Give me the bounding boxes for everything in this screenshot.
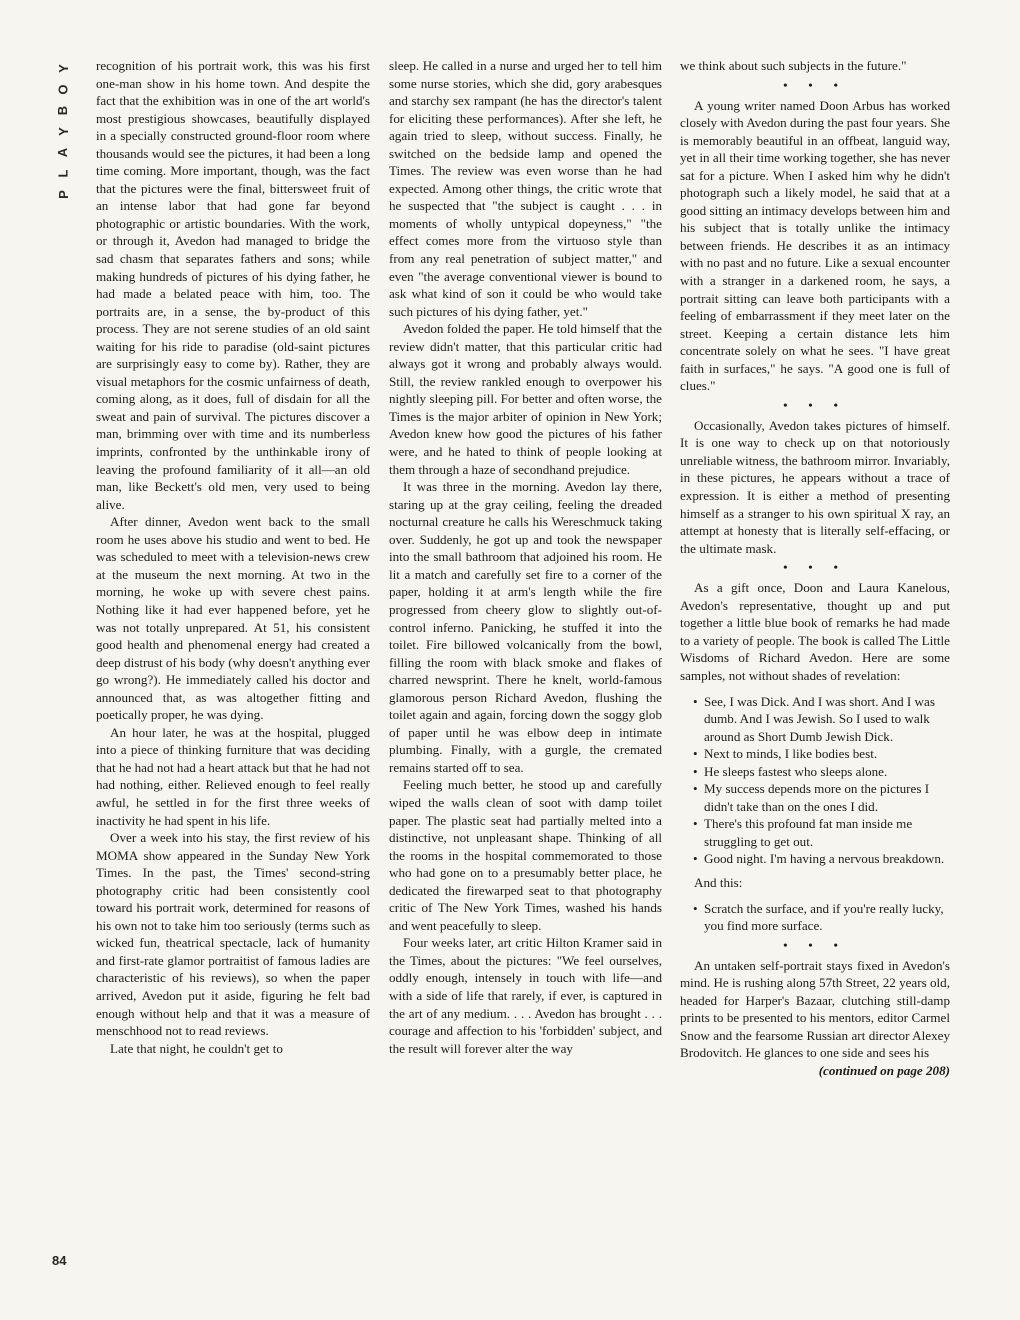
continued-note: (continued on page 208) bbox=[818, 1062, 950, 1078]
article-column-2 bbox=[389, 57, 662, 1057]
paragraph: sleep. He called in a nurse and urged her to tell him some nurse stories, which she did, gory arabesques and starchy sex rampant (he has the director's talent for eliciting these performances). After she left, he again tried to sleep, without success. Finally, he switched on the bedside lamp and opened the Times. The review was even worse than he had expected. Among other things, the critic wrote that he suspected that "the subject is caught . . . in moments of wholly untypical dopeyness," "the effect comes more from the virtuoso style than from any real penetration of subject matter," and even "the average conventional viewer is bound to ask what kind of son it could be who would take such pictures of his dying father, yet." bbox=[389, 58, 662, 319]
list-item: • He sleeps fastest who sleeps alone. bbox=[704, 763, 950, 781]
list-item: • My success depends more on the pictures I didn't take than on the ones I did. bbox=[704, 780, 950, 815]
magazine-name-vertical bbox=[54, 58, 72, 205]
paragraph: As a gift once, Doon and Laura Kanelous, Avedon's representative, thought up and put together a little blue book of remarks he had made to a variety of people. The book is called The Little Wisdoms of Richard Avedon. Here are some samples, not without shades of revelation: bbox=[680, 580, 950, 683]
paragraph: Four weeks later, art critic Hilton Kramer said in the Times, about the pictures: "We feel ourselves, oddly enough, intensely in touch with life—and with a side of life that rarely, if ever, is captured in the art of any medium. . . . Avedon has brought . . . courage and affection to his 'forbidden' subject, and the result will forever alter the way bbox=[389, 935, 662, 1056]
paragraph: Avedon folded the paper. He told himself that the review didn't matter, that this particular critic had always got it wrong and probably always would. Still, the review rankled enough to overpower his nightly sleeping pill. For better and often worse, the Times is the major arbiter of opinion in New York; Avedon knew how good the pictures of his father were, and he hated to think of people looking at them through a haze of secondhand prejudice. bbox=[389, 321, 662, 477]
article-column-3 bbox=[680, 57, 950, 1079]
paragraph: It was three in the morning. Avedon lay there, staring up at the gray ceiling, feeling the dreaded nocturnal creature he calls his Wereschmuck taking over. Suddenly, he got up and took the newspaper into the small bathroom that adjoined his room. He lit a match and carefully set fire to a corner of the paper, holding it at arm's length while the fire progressed from cheery glow to slightly out-of-control inferno. Panicking, he stuffed it into the toilet. Fire billowed volcanically from the bowl, filling the room with black smoke and flakes of charred newsprint. There he knelt, world-famous glamorous person Richard Avedon, flushing the toilet again and again, forcing down the soggy glob of paper until he was elbow deep in intimate plumbing. Finally, with a gurgle, the cremated remains started off to sea. bbox=[389, 479, 662, 775]
paragraph: After dinner, Avedon went back to the small room he uses above his studio and went to bed. He was scheduled to meet with a television-news crew at the museum the next morning. At two in the morning, he woke up with severe chest pains. Nothing like it had ever happened before, yet he was not totally unprepared. At 51, his consistent good health and phenomenal energy had created a deep distrust of his body (why doesn't anything ever go wrong?). He immediately called his doctor and announced that, as was altogether fitting and poetically proper, he was dying. bbox=[96, 514, 370, 723]
paragraph: An hour later, he was at the hospital, plugged into a piece of thinking furniture that was deciding that he had not had a heart attack but that he had not had nothing, either. Relieved enough to feel really awful, he settled in for the first three weeks of inactivity he had spent in his life. bbox=[96, 724, 370, 828]
list-item: • See, I was Dick. And I was short. And I was dumb. And I was Jewish. So I used to walk around as Short Dumb Jewish Dick. bbox=[704, 693, 950, 746]
list-item: • Scratch the surface, and if you're really lucky, you find more surface. bbox=[704, 900, 950, 935]
section-break: • • • bbox=[783, 77, 847, 92]
paragraph: Occasionally, Avedon takes pictures of himself. It is one way to check up on that notoriously unreliable witness, the bathroom mirror. Invariably, in these pictures, he appears without a trace of expression. It is either a method of presenting himself as a stranger to his own spiritual X ray, an attempt at honesty that is literally self-effacing, or the ultimate mask. bbox=[680, 417, 950, 556]
quote-list bbox=[680, 693, 950, 868]
paragraph: we think about such subjects in the future." bbox=[680, 58, 907, 73]
list-item: • Next to minds, I like bodies best. bbox=[704, 745, 950, 763]
article-column-1 bbox=[96, 57, 370, 1057]
brand-letter: P bbox=[55, 190, 71, 199]
paragraph: recognition of his portrait work, this was his first one-man show in his home town. And despite the fact that the exhibition was in one of the art world's most prestigious showcases, beautifully displayed in a specially constructed ground-floor room where thousands would see the pictures, it had been a long time coming. More important, though, was the fact that the pictures were the final, bittersweet fruit of an intense labor that had gone far beyond photographic or artistic boundaries. With the work, or through it, Avedon had managed to bridge the sad chasm that separates fathers and sons; while making hundreds of pictures of his dying father, he had made a belated peace with him, too. The portraits are, in a sense, the by-product of this process. They are not serene studies of an old saint waiting for his ride to paradise (old-saint pictures are surprisingly easy to come by). Rather, they are visual metaphors for the cosmic unfairness of death, coming along, as it does, full of disdain for all the sweat and pain of survival. The pictures discover a man, brimming over with time and its numberless imprints, confronted by the unthinkable irony of leaving the profound familiarity of it all—an old man, like Beckett's old men, very used to being alive. bbox=[96, 58, 370, 512]
brand-letter: L bbox=[55, 169, 71, 178]
list-item: • There's this profound fat man inside me struggling to get out. bbox=[704, 815, 950, 850]
brand-letter: A bbox=[55, 147, 71, 158]
list-intro: And this: bbox=[694, 874, 743, 890]
paragraph: Late that night, he couldn't get to bbox=[110, 1040, 283, 1056]
paragraph: Feeling much better, he stood up and carefully wiped the walls clean of soot with damp toilet paper. The plastic seat had partially melted into a distinctive, not unpleasant shape. Thinking of all the rooms in the hospital commemorated to those who had gone on to a presumably better place, he dedicated the firewarped seat to that photography critic of The New York Times, washed his hands and went peacefully to sleep. bbox=[389, 777, 662, 933]
paragraph: An untaken self-portrait stays fixed in Avedon's mind. He is rushing along 57th Street, 22 years old, headed for Harper's Bazaar, clutching still-damp prints to be presented to his mentors, editor Carmel Snow and the fearsome Russian art director Alexey Brodovitch. He glances to one side and sees his bbox=[680, 957, 950, 1061]
page-number: 84 bbox=[52, 1253, 67, 1268]
brand-letter: Y bbox=[55, 64, 71, 73]
paragraph: A young writer named Doon Arbus has worked closely with Avedon during the past four years. She is memorably beautiful in an offbeat, languid way, yet in all their time working together, she has never sat for a picture. When I asked him why he didn't photograph such a likely model, he said that at a good sitting an intimacy develops between him and his subject that is totally unlike the intimacy between friends. He describes it as an intimacy with no past and no future. Like a sexual encounter with a stranger in a darkened room, he says, a portrait sitting can leave both participants with a feeling of embarrassment if they meet later on the street. Keeping a certain distance lets him concentrate solely on what he sees. "I have great faith in surfaces," he says. "A good one is full of clues." bbox=[680, 97, 950, 394]
list-item: • Good night. I'm having a nervous breakdown. bbox=[704, 850, 950, 868]
section-break: • • • bbox=[783, 937, 847, 952]
brand-letter: O bbox=[55, 84, 71, 95]
brand-letter: Y bbox=[55, 127, 71, 136]
section-break: • • • bbox=[783, 397, 847, 412]
quote-list-2 bbox=[680, 900, 950, 935]
section-break: • • • bbox=[783, 560, 847, 575]
paragraph: Over a week into his stay, the first review of his MOMA show appeared in the Sunday New York Times. In the past, the Times' second-string photography critic had been consistently cool toward his portrait work, determined for reasons of his own not to take him too seriously (terms such as wicked fun, theatrical spectacle, lack of humanity and first-rate glamor portraitist of famous ladies are characteristic of his reviews), so when the paper arrived, Avedon put it aside, figuring he felt bad enough without help and that it was a measure of menschhood not to read reviews. bbox=[96, 830, 370, 1039]
brand-letter: B bbox=[55, 105, 71, 116]
